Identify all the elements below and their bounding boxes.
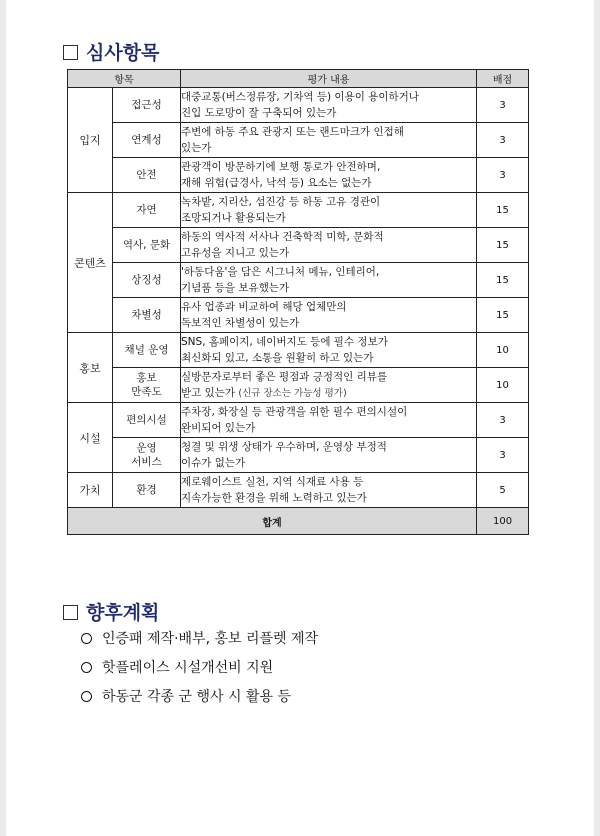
criterion-cell: 상징성 <box>113 263 181 298</box>
category-content: 콘텐츠 <box>68 193 113 333</box>
document-page <box>6 0 594 836</box>
plan-section-title-text: 향후계획 <box>86 602 160 624</box>
total-score: 100 <box>477 508 529 535</box>
score-cell: 15 <box>477 228 529 263</box>
table-row <box>68 403 529 438</box>
score-cell: 3 <box>477 88 529 123</box>
plan-section-title <box>63 598 159 625</box>
review-section-title-text: 심사항목 <box>86 42 160 64</box>
description-cell: 실방문자로부터 좋은 평점과 긍정적인 리뷰를 받고 있는가 (신규 장소는 가능성 평가) <box>181 368 477 403</box>
description-cell: 청결 및 위생 상태가 우수하며, 운영상 부정적 이슈가 없는가 <box>181 438 477 473</box>
circle-bullet-icon <box>81 691 92 702</box>
criterion-cell: 차별성 <box>113 298 181 333</box>
table-row <box>68 438 529 473</box>
table-row <box>68 333 529 368</box>
table-row <box>68 368 529 403</box>
table-row <box>68 193 529 228</box>
criterion-cell: 접근성 <box>113 88 181 123</box>
table-row <box>68 263 529 298</box>
score-cell: 15 <box>477 263 529 298</box>
category-location: 입지 <box>68 88 113 193</box>
table-row <box>68 228 529 263</box>
criterion-cell: 운영 서비스 <box>113 438 181 473</box>
table-row <box>68 298 529 333</box>
criterion-cell: 편의시설 <box>113 403 181 438</box>
criterion-cell: 환경 <box>113 473 181 508</box>
header-content: 평가 내용 <box>181 70 477 88</box>
description-cell: '하동다움'을 담은 시그니처 메뉴, 인테리어, 기념품 등을 보유했는가 <box>181 263 477 298</box>
header-item: 항목 <box>68 70 181 88</box>
header-score: 배점 <box>477 70 529 88</box>
category-promotion: 홍보 <box>68 333 113 403</box>
description-cell: SNS, 홈페이지, 네이버지도 등에 필수 정보가 최신화되 있고, 소통을 원활히 하고 있는가 <box>181 333 477 368</box>
description-note: (신규 장소는 가능성 평가) <box>238 387 347 399</box>
circle-bullet-icon <box>81 662 92 673</box>
table-row <box>68 473 529 508</box>
score-cell: 3 <box>477 158 529 193</box>
description-cell: 주변에 하동 주요 관광지 또는 랜드마크가 인접해 있는가 <box>181 123 477 158</box>
evaluation-table <box>67 69 529 535</box>
plan-item: 하동군 각종 군 행사 시 활용 등 <box>81 686 291 706</box>
description-cell: 녹차밭, 지리산, 섬진강 등 하동 고유 경관이 조망되거나 활용되는가 <box>181 193 477 228</box>
score-cell: 15 <box>477 193 529 228</box>
score-cell: 15 <box>477 298 529 333</box>
description-cell: 하동의 역사적 서사나 건축학적 미학, 문화적 고유성을 지니고 있는가 <box>181 228 477 263</box>
total-label: 합계 <box>68 508 477 535</box>
checkbox-square-icon <box>63 605 78 620</box>
description-cell: 유사 업종과 비교하여 해당 업체만의 독보적인 차별성이 있는가 <box>181 298 477 333</box>
plan-item: 인증패 제작·배부, 홍보 리플렛 제작 <box>81 628 318 648</box>
description-cell: 대중교통(버스정류장, 기차역 등) 이용이 용이하거나 진입 도로망이 잘 구축되어 있는가 <box>181 88 477 123</box>
criterion-cell: 안전 <box>113 158 181 193</box>
criterion-cell: 역사, 문화 <box>113 228 181 263</box>
plan-item: 핫플레이스 시설개선비 지원 <box>81 657 273 677</box>
criterion-cell: 연계성 <box>113 123 181 158</box>
table-row <box>68 123 529 158</box>
checkbox-square-icon <box>63 45 78 60</box>
score-cell: 5 <box>477 473 529 508</box>
category-facility: 시설 <box>68 403 113 473</box>
criterion-cell: 홍보 만족도 <box>113 368 181 403</box>
score-cell: 3 <box>477 438 529 473</box>
description-cell: 관광객이 방문하기에 보행 통로가 안전하며, 재해 위험(급경사, 낙석 등) 요소는 없는가 <box>181 158 477 193</box>
table-header-row <box>68 70 529 88</box>
score-cell: 3 <box>477 123 529 158</box>
circle-bullet-icon <box>81 633 92 644</box>
description-cell: 제로웨이스트 실천, 지역 식재료 사용 등 지속가능한 환경을 위해 노력하고 있는가 <box>181 473 477 508</box>
description-cell: 주차장, 화장실 등 관광객을 위한 필수 편의시설이 완비되어 있는가 <box>181 403 477 438</box>
criterion-cell: 채널 운영 <box>113 333 181 368</box>
table-row <box>68 158 529 193</box>
score-cell: 10 <box>477 333 529 368</box>
score-cell: 10 <box>477 368 529 403</box>
criterion-cell: 자연 <box>113 193 181 228</box>
review-section-title <box>63 38 159 65</box>
table-row <box>68 88 529 123</box>
category-value: 가치 <box>68 473 113 508</box>
total-row <box>68 508 529 535</box>
score-cell: 3 <box>477 403 529 438</box>
